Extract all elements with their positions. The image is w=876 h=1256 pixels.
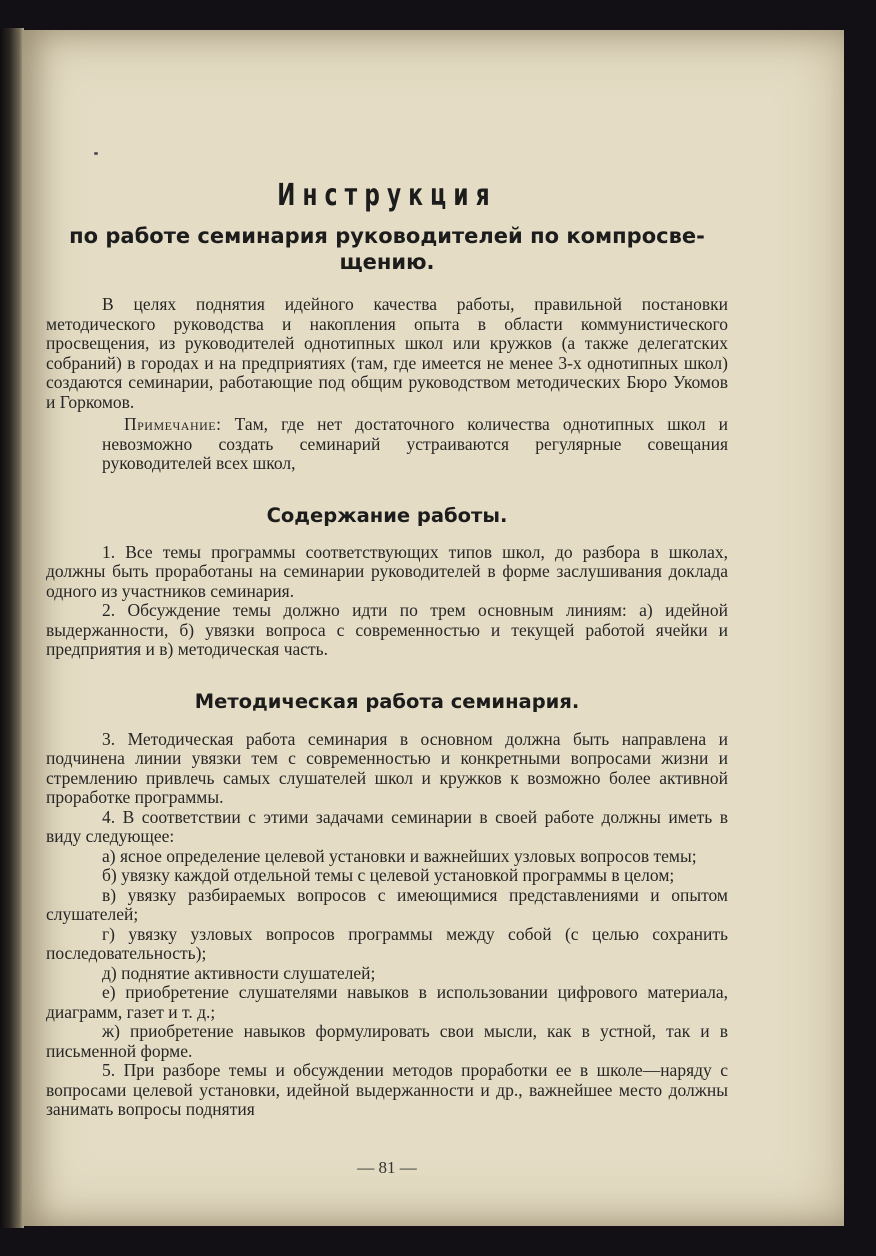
list-item-v: в) увязку разбираемых вопросов с имеющимися представлениями и опытом слушателей; [46,884,728,924]
list-item-a: а) ясное определение целевой установки и важнейших узловых вопросов темы; [102,845,697,866]
page-content [46,178,728,1120]
paragraph-4: 4. В соответствии с этими задачами семинарии в своей работе должны иметь в виду следующее: [46,806,728,846]
page-mark [94,152,98,155]
document-title: Инструкция [277,178,497,213]
document-subtitle: по работе семинария руководителей по компросве-щению. [69,224,705,274]
paragraph-2: 2. Обсуждение темы должно идти по трем основным линиям: а) идейной выдержанности, б) увязки вопроса с современностью и текущей работой ячейки и предприятия и в) методическая часть. [46,600,728,659]
note-paragraph [102,415,728,474]
note-text: Там, где нет достаточного количества однотипных школ и невозможно создать семинарий устраиваются регулярные совещания руководителей всех школ, [102,414,729,473]
paragraph-3: 3. Методическая работа семинария в основном должна быть направлена и подчинена линии увязки тем с современностью и конкретными вопросами жизни и стремлению привлечь самых слушателей школ и кружков к возможно более активной проработке программы. [46,728,728,807]
intro-paragraph: В целях поднятия идейного качества работы, правильной постановки методического руководства и накопления опыта в области коммунистического просвещения, из руководителей однотипных школ или кружков (а также делегатских собраний) в городах и на предприятиях (там, где имеется не менее 3-х однотипных школ) создаются семинарии, работающие под общим руководством методических Бюро Укомов и Горкомов. [46,294,728,412]
list-item-zh: ж) приобретение навыков формулировать свои мысли, как в устной, так и в письменной форме. [46,1021,728,1061]
book-page [22,30,844,1226]
note-label: Примечание: [124,414,222,434]
list-item-e: е) приобретение слушателями навыков в использовании цифрового материала, диаграмм, газет и т. д.; [46,982,728,1022]
section-method-heading: Методическая работа семинария. [194,689,580,713]
list-item-b: б) увязку каждой отдельной темы с целевой установкой программы в целом; [102,865,675,885]
section-content-heading: Содержание работы. [266,503,508,527]
list-item-d: д) поднятие активности слушателей; [102,962,376,983]
book-spine [0,28,24,1228]
paragraph-1: 1. Все темы программы соответствующих типов школ, до разбора в школах, должны быть проработаны на семинарии руководителей в форме заслушивания доклада одного из участников семинария. [46,541,728,601]
list-item-g: г) увязку узловых вопросов программы между собой (с целью сохранить последовательность); [46,923,728,963]
page-number: — 81 — [357,1158,417,1177]
paragraph-5: 5. При разборе темы и обсуждении методов проработки ее в школе—наряду с вопросами целевой установки, идейной выдержанности и др., важнейшее место должны занимать вопросы поднятия [46,1060,728,1119]
